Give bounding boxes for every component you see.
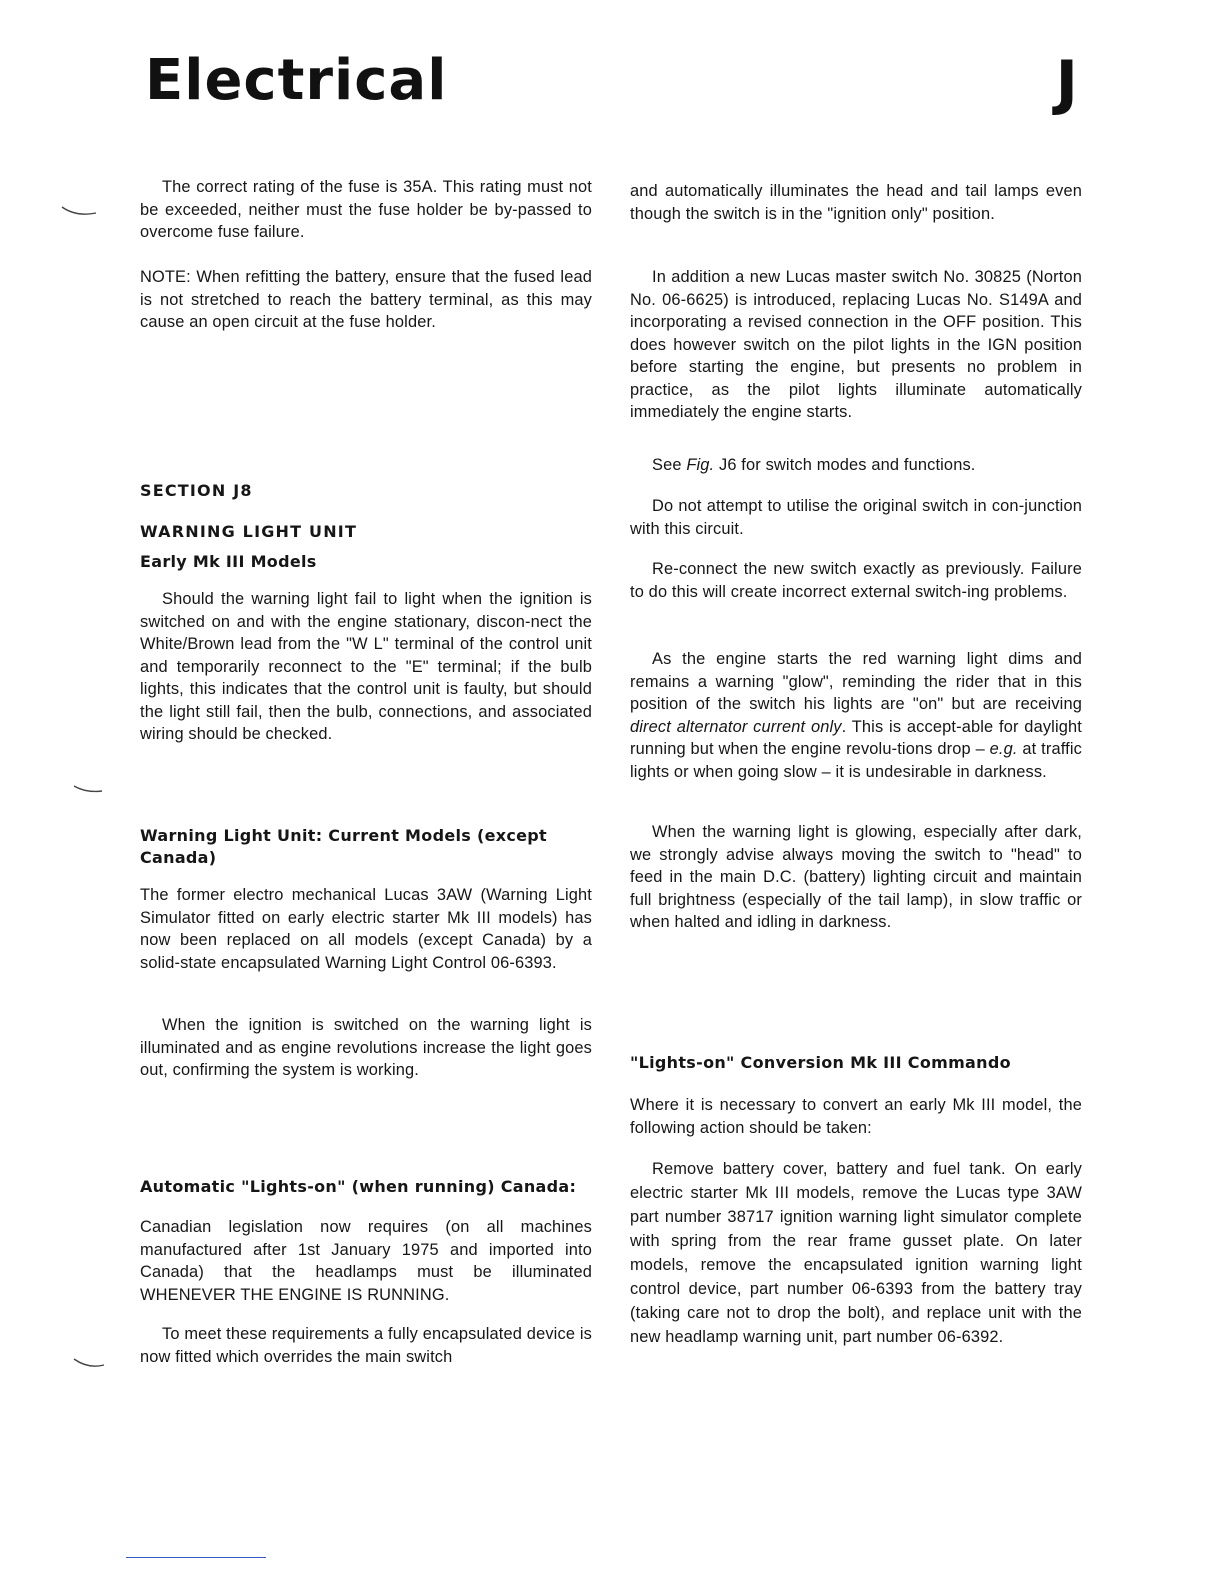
section-letter: J [1055,48,1078,118]
canada-legislation-paragraph: Canadian legislation now requires (on all machines manufactured after 1st January 1975 and imported into Canada) that the headlamps must be illuminated WHENEVER THE ENGINE IS RUNNING. [140,1218,592,1304]
subheading-conversion: "Lights-on" Conversion Mk III Commando [630,1053,1011,1072]
continuation-paragraph: and automatically illuminates the head and tail lamps even though the switch is in the "ignition only" position. [630,182,1082,223]
bottom-rule [126,1557,266,1558]
fuse-rating-paragraph: The correct rating of the fuse is 35A. This rating must not be exceeded, neither must the fuse holder be by-passed to overcome fuse failure. [140,178,592,241]
warning-glow-paragraph: When the warning light is glowing, especially after dark, we strongly advise always moving the switch to "head" to feed in the main D.C. (battery) lighting circuit and maintain full brightness (especially of the tail lamp), in slow traffic or when halted and idling in darkness. [630,823,1082,931]
engine-starts-paragraph [630,648,1082,783]
subheading-canada: Automatic "Lights-on" (when running) Canada: [140,1177,577,1196]
current-models-paragraph: The former electro mechanical Lucas 3AW (Warning Light Simulator fitted on early electric starter Mk III models) has now been replaced on all models (except Canada) by a solid-state encapsulated Warning Light Control 06-6393. [140,886,592,972]
note-paragraph: NOTE: When refitting the battery, ensure that the fused lead is not stretched to reach the battery terminal, as this may cause an open circuit at the fuse holder. [140,268,592,331]
ignition-paragraph: When the ignition is switched on the warning light is illuminated and as engine revolutions increase the light goes out, confirming the system is working. [140,1016,592,1079]
engine-starts-text-b: . This is accept-able for daylight running but when the engine revolu-tions drop – [630,717,1082,758]
binder-hole-mark [72,1357,112,1371]
engine-starts-text-a: As the engine starts the red warning light dims and remains a warning "glow", reminding the rider that in this position of the switch his lights are "on" but are receiving [630,650,1082,713]
conversion-intro-paragraph: Where it is necessary to convert an early Mk III model, the following action should be taken: [630,1096,1082,1137]
page-title: Electrical [145,48,448,113]
conversion-steps-paragraph: Remove battery cover, battery and fuel tank. On early electric starter Mk III models, remove the Lucas type 3AW part number 38717 ignition warning light simulator complete with spring from the rear frame gusset plate. On later models, remove the encapsulated ignition warning light control device, part number 06-6393 from the battery tray (taking care not to drop the bolt), and replace unit with the new headlamp warning unit, part number 06-6392. [630,1160,1082,1346]
engine-starts-italic-2: e.g. [989,740,1018,758]
fig-ref-text-a: See [652,456,687,474]
subheading-current-models: Warning Light Unit: Current Models (except Canada) [140,826,547,867]
figure-reference-paragraph [630,454,1082,477]
engine-starts-italic-1: direct alternator current only [630,717,842,736]
binder-hole-mark [72,783,112,797]
engine-starts-text-c: at traffic lights or when going slow – it is undesirable in darkness. [630,740,1082,781]
binder-hole-mark [60,205,100,219]
section-label: SECTION J8 [140,481,253,500]
early-models-paragraph: Should the warning light fail to light when the ignition is switched on and with the engine stationary, discon-nect the White/Brown lead from the "W L" terminal of the control unit and temporarily reconnect to the "E" terminal; if the bulb lights, this indicates that the control unit is faulty, but should the light still fail, then the bulb, connections, and associated wiring should be checked. [140,590,592,743]
section-title: WARNING LIGHT UNIT [140,522,358,541]
fig-ref-text-b: J6 for switch modes and functions. [714,456,976,474]
master-switch-paragraph: In addition a new Lucas master switch No. 30825 (Norton No. 06-6625) is introduced, replacing Lucas No. S149A and incorporating a revised connection in the OFF position. This does however switch on the pilot lights in the IGN position before starting the engine, but presents no problem in practice, as the pilot lights illuminate automatically immediately the engine starts. [630,268,1082,421]
original-switch-paragraph: Do not attempt to utilise the original switch in con-junction with this circuit. [630,497,1082,538]
subheading-early-models: Early Mk III Models [140,552,317,571]
encapsulated-device-paragraph: To meet these requirements a fully encapsulated device is now fitted which overrides the main switch [140,1325,592,1366]
reconnect-paragraph: Re-connect the new switch exactly as previously. Failure to do this will create incorrect external switch-ing problems. [630,560,1082,601]
fig-ref-italic: Fig. [686,456,715,474]
